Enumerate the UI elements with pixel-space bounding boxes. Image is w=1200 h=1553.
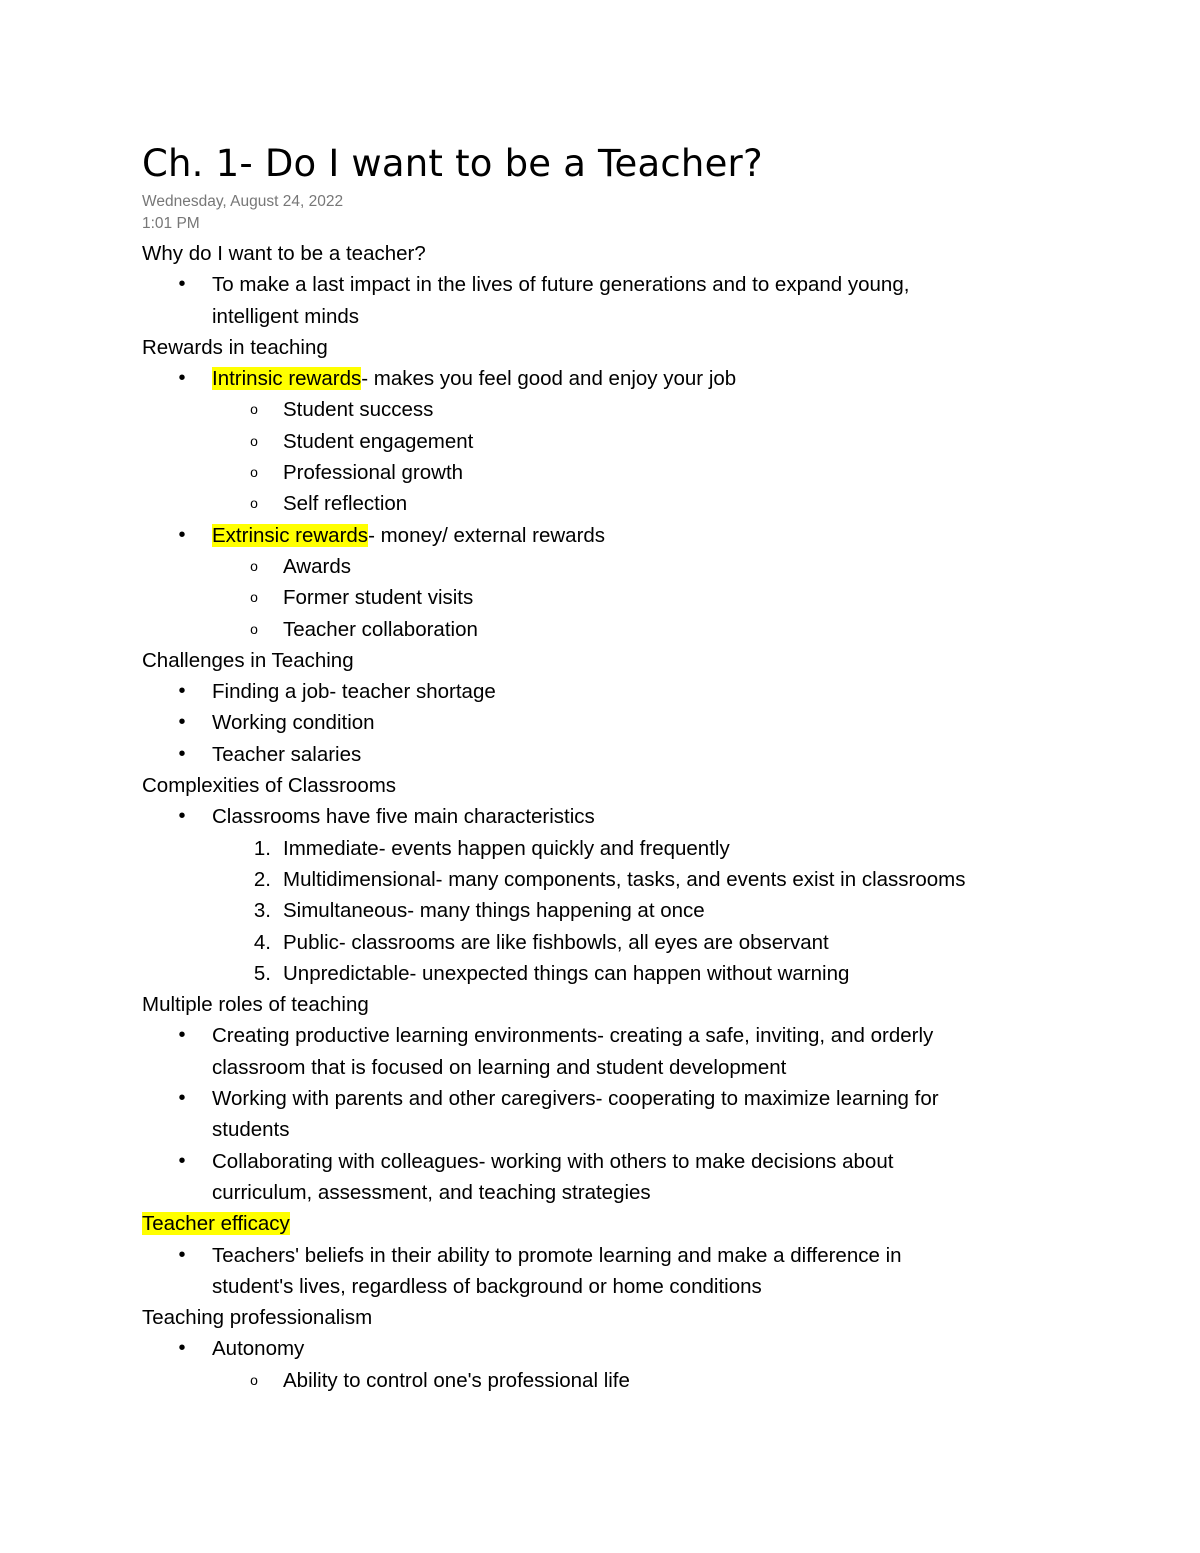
list-item: • Intrinsic rewards- makes you feel good and enjoy your job [142, 363, 1142, 394]
bullet-marker: • [178, 1024, 186, 1047]
list-item-continuation: curriculum, assessment, and teaching strategies [212, 1180, 651, 1204]
list-item: • Extrinsic rewards- money/ external rewards [142, 520, 1142, 551]
circle-marker: o [250, 620, 258, 637]
heading-challenges: Challenges in Teaching [142, 648, 354, 672]
numbered-item: 3. Simultaneous- many things happening at once [142, 895, 1142, 926]
list-item-continuation: intelligent minds [212, 304, 359, 328]
bullet-marker: • [178, 742, 186, 765]
note-time: 1:01 PM [142, 215, 200, 232]
list-item: • Finding a job- teacher shortage [142, 676, 1142, 707]
numbered-item: 5. Unpredictable- unexpected things can happen without warning [142, 958, 1142, 989]
bullet-marker: • [178, 805, 186, 828]
bullet-marker: • [178, 1337, 186, 1360]
heading-complexities: Complexities of Classrooms [142, 774, 397, 798]
circle-marker: o [250, 464, 258, 481]
bullet-marker: • [178, 1087, 186, 1110]
number-marker: 3. [253, 899, 271, 923]
number-marker: 4. [253, 930, 271, 954]
sub-list-item: o Ability to control one's professional life [142, 1365, 1142, 1396]
heading-efficacy [142, 1208, 1142, 1239]
circle-marker: o [250, 589, 258, 606]
numbered-item: 2. Multidimensional- many components, tasks, and events exist in classrooms [142, 864, 1142, 895]
numbered-item: 1. Immediate- events happen quickly and frequently [142, 833, 1142, 864]
heading-professionalism: Teaching professionalism [142, 1306, 373, 1330]
circle-marker: o [250, 557, 258, 574]
sub-list-item: o Awards [142, 551, 1142, 582]
highlighted-term: Intrinsic rewards [212, 367, 362, 391]
heading-roles: Multiple roles of teaching [142, 993, 369, 1017]
list-item: • Creating productive learning environments- creating a safe, inviting, and orderly [142, 1020, 1142, 1051]
sub-list-item: o Self reflection [142, 488, 1142, 519]
list-item: • Collaborating with colleagues- working with others to make decisions about [142, 1146, 1142, 1177]
list-item: • To make a last impact in the lives of future generations and to expand young, [142, 269, 1142, 300]
highlighted-term: Extrinsic rewards [212, 523, 369, 547]
note-page [142, 138, 1142, 1396]
list-item-continuation: students [212, 1118, 290, 1142]
list-item: • Teacher salaries [142, 739, 1142, 770]
bullet-marker: • [178, 1149, 186, 1172]
sub-list-item: o Student success [142, 394, 1142, 425]
list-item-continuation: student's lives, regardless of background or home conditions [212, 1274, 762, 1298]
heading-rewards: Rewards in teaching [142, 335, 328, 359]
note-date: Wednesday, August 24, 2022 [142, 193, 344, 210]
list-item: • Classrooms have five main characteristics [142, 801, 1142, 832]
page-title: Ch. 1- Do I want to be a Teacher? [142, 142, 763, 185]
list-item: • Working condition [142, 707, 1142, 738]
sub-list-item: o Student engagement [142, 426, 1142, 457]
circle-marker: o [250, 495, 258, 512]
list-item: • Autonomy [142, 1333, 1142, 1364]
number-marker: 2. [253, 867, 271, 891]
sub-list-item: o Former student visits [142, 582, 1142, 613]
highlighted-heading: Teacher efficacy [142, 1212, 290, 1236]
numbered-item: 4. Public- classrooms are like fishbowls, all eyes are observant [142, 927, 1142, 958]
bullet-marker: • [178, 273, 186, 296]
number-marker: 5. [253, 961, 271, 985]
list-item: • Working with parents and other caregivers- cooperating to maximize learning for [142, 1083, 1142, 1114]
bullet-marker: • [178, 680, 186, 703]
sub-list-item: o Professional growth [142, 457, 1142, 488]
list-item: • Teachers' beliefs in their ability to promote learning and make a difference in [142, 1240, 1142, 1271]
sub-list-item: o Teacher collaboration [142, 614, 1142, 645]
circle-marker: o [250, 1371, 258, 1388]
bullet-marker: • [178, 711, 186, 734]
list-item-continuation: classroom that is focused on learning and student development [212, 1055, 787, 1079]
circle-marker: o [250, 432, 258, 449]
circle-marker: o [250, 401, 258, 418]
bullet-marker: • [178, 523, 186, 546]
heading-why: Why do I want to be a teacher? [142, 242, 426, 265]
bullet-marker: • [178, 1243, 186, 1266]
bullet-marker: • [178, 367, 186, 390]
number-marker: 1. [253, 836, 271, 860]
